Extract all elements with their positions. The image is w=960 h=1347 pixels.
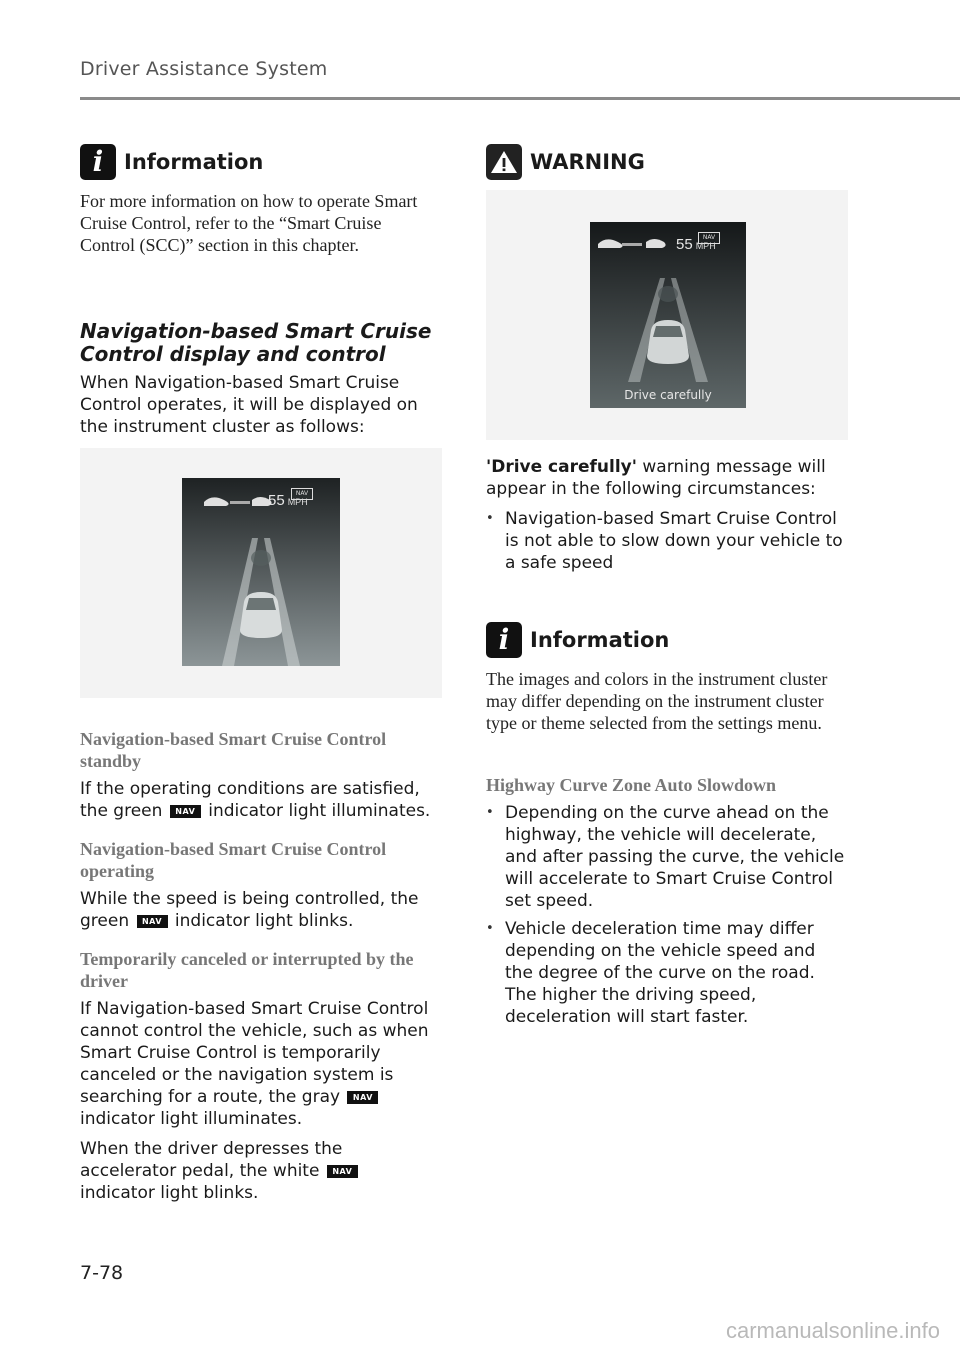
info-2-title: Information bbox=[530, 628, 670, 652]
operating-title: Navigation-based Smart Cruise Control operating bbox=[80, 839, 387, 881]
speed-value: 55 bbox=[268, 492, 285, 509]
operating-text: While the speed is being controlled, the green NAV indicator light blinks. bbox=[80, 889, 419, 931]
info-icon: i bbox=[486, 622, 522, 658]
list-item: • Vehicle deceleration time may differ depending on the vehicle speed and the degree of the curve on the road. The higher the driving speed, deceleration will start faster. bbox=[486, 918, 846, 1028]
info-text: For more information on how to operate Smart Cruise Control, refer to the “Smart Cruise Control (SCC)” section in this chapter. bbox=[80, 191, 418, 255]
nav-indicator-icon: NAV bbox=[347, 1091, 378, 1104]
cluster-figure bbox=[80, 448, 442, 698]
running-header: Driver Assistance System bbox=[80, 58, 328, 80]
warning-bullets bbox=[486, 508, 846, 574]
header-rule bbox=[80, 97, 960, 100]
drive-carefully-message: Drive carefully bbox=[624, 388, 712, 402]
warning-speed-unit: MPH bbox=[695, 241, 716, 251]
warning-speed-value: 55 bbox=[676, 236, 693, 253]
info-2-text: The images and colors in the instrument cluster may differ depending on the instrument cluster type or theme selected from the settings menu. bbox=[486, 669, 828, 733]
right-column bbox=[486, 140, 846, 1034]
info-box-2 bbox=[486, 622, 846, 734]
warning-title: WARNING bbox=[530, 150, 645, 174]
nav-indicator-icon: NAV bbox=[327, 1165, 358, 1178]
curve-bullets bbox=[486, 802, 846, 1028]
road-graphic bbox=[182, 478, 340, 666]
list-item: • Navigation-based Smart Cruise Control is not able to slow down your vehicle to a safe speed bbox=[486, 508, 846, 574]
info-box bbox=[80, 144, 440, 256]
standby-text: If the operating conditions are satisfied, the green NAV indicator light illuminates. bbox=[80, 779, 431, 821]
info-title: Information bbox=[124, 150, 264, 174]
warning-icon bbox=[486, 144, 522, 180]
warning-road-graphic bbox=[590, 222, 746, 408]
info-icon: i bbox=[80, 144, 116, 180]
warning-lead: 'Drive carefully' warning message will appear in the following circumstances: bbox=[486, 457, 826, 499]
nav-indicator-icon: NAV bbox=[170, 805, 201, 818]
nav-indicator-icon: NAV bbox=[137, 915, 168, 928]
section-intro: When Navigation-based Smart Cruise Control operates, it will be displayed on the instrument cluster as follows: bbox=[80, 373, 418, 437]
warning-cluster-figure bbox=[486, 190, 848, 440]
page-number: 7-78 bbox=[80, 1262, 124, 1284]
warning-box bbox=[486, 144, 846, 574]
speed-unit: MPH bbox=[287, 497, 308, 507]
watermark: carmanualsonline.info bbox=[725, 1318, 940, 1343]
canceled-title: Temporarily canceled or interrupted by the driver bbox=[80, 949, 414, 991]
list-item: • Depending on the curve ahead on the highway, the vehicle will decelerate, and after passing the curve, the vehicle will accelerate to Smart Cruise Control set speed. bbox=[486, 802, 846, 912]
cluster-nav-tag: NAV bbox=[291, 488, 313, 500]
info-box-2-title bbox=[486, 622, 846, 658]
curve-title: Highway Curve Zone Auto Slowdown bbox=[486, 775, 777, 795]
info-box-title bbox=[80, 144, 440, 180]
left-column bbox=[80, 140, 440, 1212]
warning-cluster-screen bbox=[590, 222, 746, 408]
accelerator-text: When the driver depresses the accelerator pedal, the white NAV indicator light blinks. bbox=[80, 1138, 440, 1204]
cluster-screen bbox=[182, 478, 340, 666]
section-title: Navigation-based Smart Cruise Control display and control bbox=[80, 319, 432, 366]
warning-cluster-nav-tag: NAV bbox=[698, 232, 720, 244]
warning-box-title bbox=[486, 144, 846, 180]
standby-title: Navigation-based Smart Cruise Control standby bbox=[80, 729, 387, 771]
canceled-text: If Navigation-based Smart Cruise Control cannot control the vehicle, such as when Smart Cruise Control is temporarily canceled or the navigation system is searching for a route, the gray NAV indicator light illuminates. bbox=[80, 999, 429, 1129]
